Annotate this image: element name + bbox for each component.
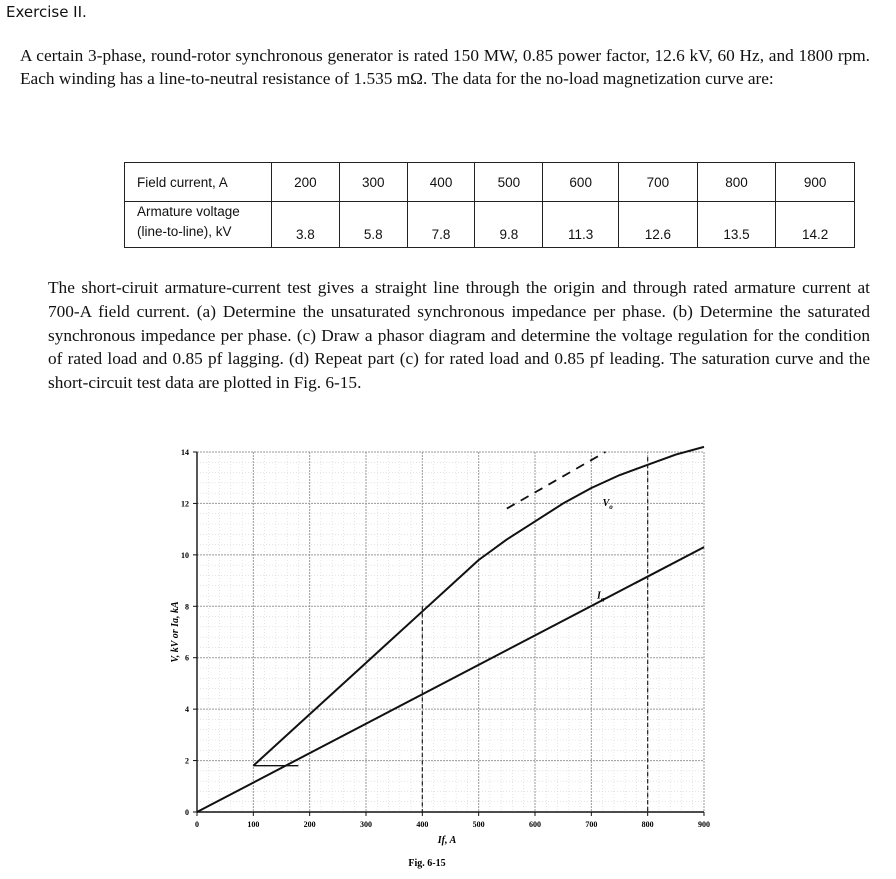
armature-voltage-label-line2: (line-to-line), kV <box>137 224 232 239</box>
voltage-cell: 5.8 <box>339 202 407 248</box>
y-tick-label: 4 <box>185 705 189 715</box>
series-line-air-gap-line <box>507 452 606 509</box>
y-tick-label: 8 <box>185 602 189 612</box>
field-current-label: Field current, A <box>125 163 272 202</box>
y-tick-label: 10 <box>181 550 189 560</box>
voltage-cell: 7.8 <box>407 202 475 248</box>
x-tick-label: 900 <box>698 820 710 829</box>
field-current-cell: 600 <box>543 163 619 202</box>
x-tick-label: 800 <box>641 820 654 829</box>
armature-voltage-label-line1: Armature voltage <box>137 204 240 219</box>
x-tick-label: 200 <box>303 820 316 829</box>
field-current-cell: 800 <box>697 163 776 202</box>
curve-annotation: $V_o$ <box>602 498 613 511</box>
voltage-cell: 11.3 <box>543 202 619 248</box>
voltage-cell: 3.8 <box>272 202 340 248</box>
chart-series <box>197 447 704 812</box>
field-current-cell: 500 <box>475 163 543 202</box>
field-current-cell: 700 <box>619 163 698 202</box>
field-current-cell: 300 <box>339 163 407 202</box>
x-tick-label: 600 <box>529 820 541 829</box>
curve-annotation-subscript: a <box>600 595 605 604</box>
figure-caption: Fig. 6-15 <box>408 858 446 869</box>
voltage-cell: 13.5 <box>697 202 776 248</box>
x-tick-label: 500 <box>472 820 485 829</box>
x-tick-label: 400 <box>416 820 429 829</box>
chart-labels <box>170 498 613 869</box>
exercise-header: Exercise II. <box>6 3 87 21</box>
curve-annotation: $I_a$ <box>596 590 605 604</box>
y-axis-title: V, kV or Ia, kA <box>170 601 181 663</box>
field-current-cell: 900 <box>776 163 855 202</box>
field-current-cell: 200 <box>272 163 340 202</box>
y-tick-label: 0 <box>185 808 189 817</box>
x-tick-label: 300 <box>360 820 372 829</box>
field-current-cell: 400 <box>407 163 475 202</box>
chart-ticks <box>181 448 710 829</box>
x-tick-label: 700 <box>585 820 598 829</box>
x-axis-title: If, A <box>437 835 457 846</box>
voltage-cell: 14.2 <box>776 202 855 248</box>
voltage-cell: 12.6 <box>619 202 698 248</box>
y-tick-label: 12 <box>181 499 189 509</box>
test-description: The short-ciruit armature-current test gives a straight line through the origin and through rated armature current at 700-A field current. (a) Determine the unsaturated synchronous impedance per phase. (b) Determine the saturated synchronous impedance per phase. (c) Draw a phasor diagram and determine the voltage regulation for the condition of rated load and 0.85 pf lagging. (d) Repeat part (c) for rated load and 0.85 pf leading. The saturation curve and the short-circuit test data are plotted in Fig. 6-15. <box>48 278 870 393</box>
y-tick-label: 14 <box>181 448 189 457</box>
x-tick-label: 0 <box>195 820 199 829</box>
chart-axes <box>197 452 704 812</box>
voltage-cell: 9.8 <box>475 202 543 248</box>
problem-statement: A certain 3-phase, round-rotor synchronous generator is rated 150 MW, 0.85 power factor, 12.6 kV, 60 Hz, and 1800 rpm. Each winding has a line-to-neutral resistance of 1.535 mΩ. The data for the no-load magnetization curve are: <box>20 46 870 88</box>
x-tick-label: 100 <box>247 820 260 829</box>
chart-grid <box>197 452 704 812</box>
y-tick-label: 6 <box>185 653 189 663</box>
y-tick-label: 2 <box>185 756 189 766</box>
curve-annotation-subscript: o <box>609 503 613 511</box>
